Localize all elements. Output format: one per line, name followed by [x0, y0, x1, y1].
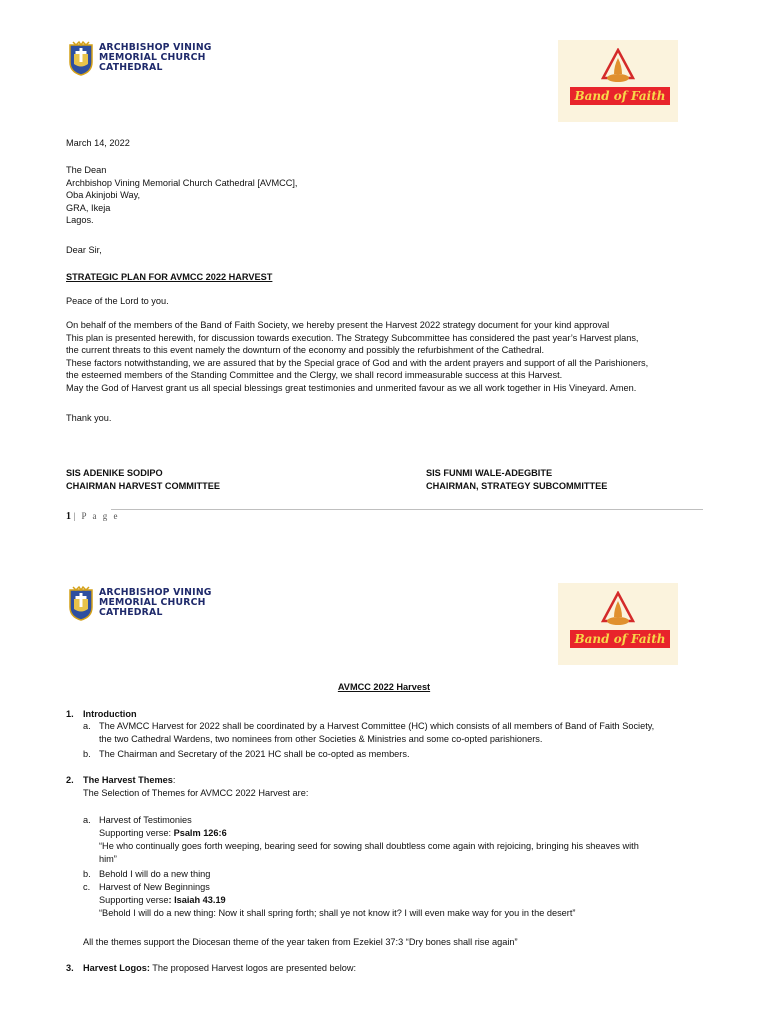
recipient-address: [66, 164, 298, 227]
verse-label: Supporting verse:: [99, 828, 174, 838]
body-line: On behalf of the members of the Band of Faith Society, we hereby present the Harvest 2022 strategy document for your kind approval: [66, 320, 610, 330]
body-line: May the God of Harvest grant us all special blessings great testimonies and unmerited favour as we all work together in His Vineyard. Amen.: [66, 382, 637, 393]
quote-line: him”: [99, 853, 117, 864]
footer-divider: [111, 509, 703, 510]
supporting-verse: [99, 894, 226, 907]
body-line: the current threats to this event namely the downturn of the economy and possibly the refurbishment of the Cathedral.: [66, 345, 545, 355]
section-heading: The Harvest Themes: [83, 775, 173, 785]
list-label: a.: [83, 721, 91, 731]
church-name-line: ARCHBISHOP VINING: [99, 587, 212, 598]
letter-date: March 14, 2022: [66, 138, 130, 148]
list-label: b.: [83, 749, 91, 759]
church-name: [99, 588, 212, 618]
page2-title: AVMCC 2022 Harvest: [337, 682, 431, 692]
signatory-title: CHAIRMAN HARVEST COMMITTEE: [66, 480, 220, 491]
signatory-left: [66, 467, 220, 492]
section-heading: Harvest Logos:: [83, 963, 150, 973]
section-number: 1.: [66, 709, 74, 719]
section-intro: The Selection of Themes for AVMCC 2022 Harvest are:: [83, 788, 309, 798]
church-logo: [67, 40, 212, 76]
list-line: the two Cathedral Wardens, two nominees from other Societies & Ministries and some co-opted parishioners.: [99, 733, 543, 744]
praying-hands-icon: [600, 591, 636, 629]
list-label: a.: [83, 815, 91, 825]
church-logo: [67, 585, 212, 621]
themes-note: All the themes support the Diocesan theme of the year taken from Ezekiel 37:3 “Dry bones shall rise again”: [83, 937, 518, 947]
church-name-line: MEMORIAL CHURCH: [99, 597, 206, 608]
letter-subject: STRATEGIC PLAN FOR AVMCC 2022 HARVEST: [66, 272, 273, 282]
church-crest-icon: [67, 40, 95, 76]
church-crest-icon: [67, 585, 95, 621]
church-name-line: CATHEDRAL: [99, 607, 163, 618]
signatory-name: SIS ADENIKE SODIPO: [66, 468, 163, 478]
band-of-faith-logo: [558, 583, 678, 665]
church-name-line: CATHEDRAL: [99, 62, 163, 73]
church-name: [99, 43, 212, 73]
greeting: Peace of the Lord to you.: [66, 296, 169, 306]
signatory-title: CHAIRMAN, STRATEGY SUBCOMMITTEE: [426, 480, 608, 491]
section-heading: Introduction: [83, 709, 137, 719]
list-label: b.: [83, 869, 91, 879]
signatory-right: [426, 467, 607, 492]
praying-hands-icon: [600, 48, 636, 86]
section-number: 3.: [66, 963, 74, 973]
theme-title: Harvest of New Beginnings: [99, 882, 210, 892]
church-name-line: MEMORIAL CHURCH: [99, 52, 206, 63]
body-line: the esteemed members of the Standing Committee and the Clergy, we shall record immeasurable success at this Harvest.: [66, 370, 563, 380]
verse-ref: Psalm 126:6: [173, 828, 227, 838]
closing: Thank you.: [66, 413, 112, 423]
list-item: [99, 720, 654, 745]
letter-body: [66, 319, 648, 394]
address-line: GRA, Ikeja: [66, 202, 111, 213]
verse-label: Supporting verse: [99, 895, 169, 905]
page-label: | P a g e: [73, 511, 120, 521]
address-line: Archbishop Vining Memorial Church Cathedral [AVMCC],: [66, 177, 298, 188]
page-number: 1: [66, 511, 71, 522]
list-line: The AVMCC Harvest for 2022 shall be coordinated by a Harvest Committee (HC) which consists of all members of Band of Faith Society,: [99, 721, 655, 731]
verse-quote: “Behold I will do a new thing: Now it shall spring forth; shall ye not know it? I will even make way for you in the desert”: [99, 908, 576, 918]
church-name-line: ARCHBISHOP VINING: [99, 42, 212, 53]
supporting-verse: [99, 827, 227, 840]
list-label: c.: [83, 882, 91, 892]
theme-title: Harvest of Testimonies: [99, 815, 192, 825]
verse-quote: [99, 840, 639, 865]
page-footer: [66, 511, 119, 522]
address-line: Lagos.: [66, 215, 94, 225]
section-heading-line: [83, 774, 175, 787]
body-line: This plan is presented herewith, for discussion towards execution. The Strategy Subcommittee has considered the past year’s Harvest plans,: [66, 332, 639, 343]
salutation: Dear Sir,: [66, 245, 102, 255]
address-line: Oba Akinjobi Way,: [66, 190, 141, 200]
section-text: The proposed Harvest logos are presented below:: [149, 963, 357, 973]
band-of-faith-logo: [558, 40, 678, 122]
section-heading-line: [83, 962, 356, 975]
address-line: The Dean: [66, 165, 107, 175]
band-logo-text: Band of Faith: [570, 630, 670, 648]
list-item: The Chairman and Secretary of the 2021 HC shall be co-opted as members.: [99, 749, 410, 759]
verse-ref: : Isaiah 43.19: [168, 895, 226, 905]
section-number: 2.: [66, 775, 74, 785]
theme-title: Behold I will do a new thing: [99, 869, 211, 879]
body-line: These factors notwithstanding, we are assured that by the Special grace of God and with the ardent prayers and support of all the Parishioners,: [66, 357, 649, 368]
band-logo-text: Band of Faith: [570, 87, 670, 105]
heading-colon: :: [172, 775, 176, 785]
signatory-name: SIS FUNMI WALE-ADEGBITE: [426, 468, 553, 478]
quote-line: “He who continually goes forth weeping, bearing seed for sowing shall doubtless come again with rejoicing, bringing his sheaves with: [99, 841, 639, 851]
